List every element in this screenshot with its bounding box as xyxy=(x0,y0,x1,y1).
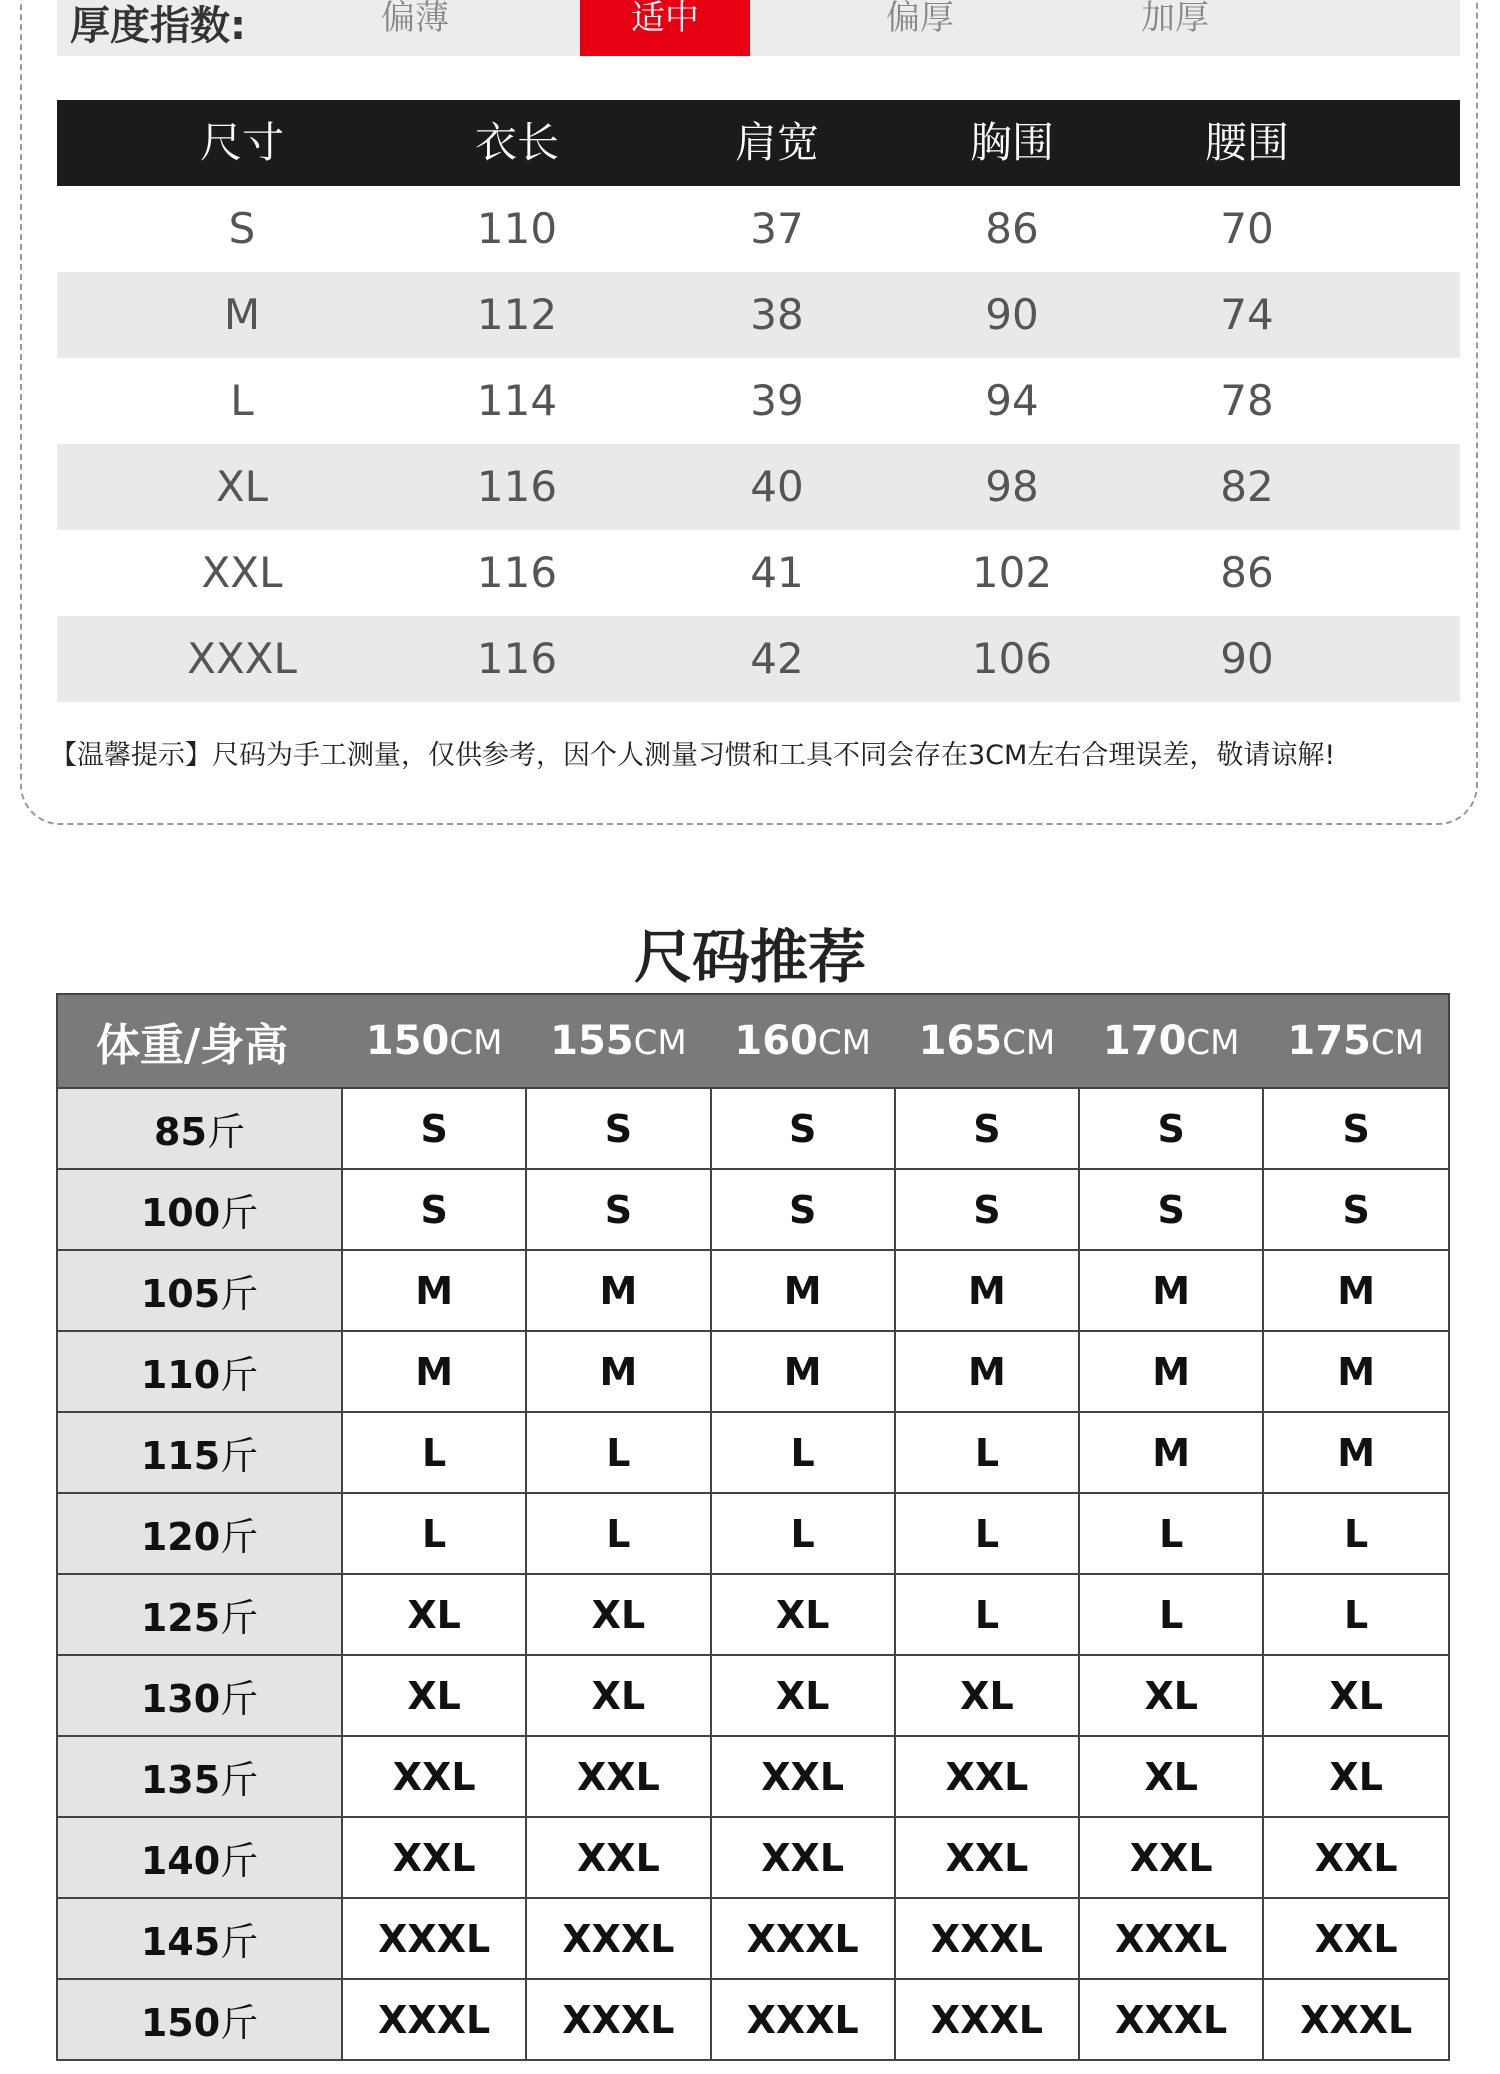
recommended-size-cell: XXXL xyxy=(895,1898,1079,1979)
recommended-size-cell: M xyxy=(711,1250,895,1331)
recommended-size-cell: XXL xyxy=(711,1736,895,1817)
recommended-size-cell: XL xyxy=(1263,1736,1449,1817)
recommended-size-cell: M xyxy=(895,1250,1079,1331)
size-table-cell: 102 xyxy=(971,548,1053,597)
recommended-size-cell: M xyxy=(1263,1250,1449,1331)
recommended-size-cell: M xyxy=(342,1250,526,1331)
size-table-cell: 106 xyxy=(971,634,1053,683)
recommended-size-cell: L xyxy=(895,1493,1079,1574)
recommended-size-cell: XXXL xyxy=(895,1979,1079,2060)
size-table-cell: L xyxy=(230,376,254,425)
recommended-size-cell: XXXL xyxy=(342,1979,526,2060)
size-table-cell: 37 xyxy=(750,204,804,253)
weight-cell: 105斤 xyxy=(57,1250,342,1331)
size-table-header xyxy=(57,100,1460,186)
size-table-cell: 40 xyxy=(750,462,804,511)
height-header: 150CM xyxy=(342,994,526,1088)
recommend-row xyxy=(57,1331,1449,1412)
size-table-row xyxy=(57,444,1460,530)
size-table-cell: XXL xyxy=(201,548,283,597)
thickness-option: 适中 xyxy=(580,0,750,56)
size-table-cell: 90 xyxy=(985,290,1039,339)
recommended-size-cell: S xyxy=(526,1088,710,1169)
recommended-size-cell: S xyxy=(1079,1169,1263,1250)
recommended-size-cell: M xyxy=(342,1331,526,1412)
recommended-size-cell: L xyxy=(1263,1574,1449,1655)
thickness-option: 偏厚 xyxy=(886,0,954,38)
recommended-size-cell: XXL xyxy=(342,1736,526,1817)
weight-cell: 140斤 xyxy=(57,1817,342,1898)
recommended-size-cell: XL xyxy=(711,1655,895,1736)
recommended-size-cell: XL xyxy=(1263,1655,1449,1736)
recommend-row xyxy=(57,1817,1449,1898)
recommended-size-cell: L xyxy=(895,1574,1079,1655)
recommended-size-cell: L xyxy=(711,1493,895,1574)
recommended-size-cell: M xyxy=(1079,1412,1263,1493)
size-table-cell: 114 xyxy=(476,376,558,425)
recommended-size-cell: XXL xyxy=(342,1817,526,1898)
weight-cell: 130斤 xyxy=(57,1655,342,1736)
weight-cell: 145斤 xyxy=(57,1898,342,1979)
recommended-size-cell: L xyxy=(711,1412,895,1493)
size-table-row xyxy=(57,272,1460,358)
recommended-size-cell: L xyxy=(342,1493,526,1574)
weight-cell: 85斤 xyxy=(57,1088,342,1169)
recommended-size-cell: M xyxy=(1079,1250,1263,1331)
recommended-size-cell: XL xyxy=(526,1574,710,1655)
size-table-cell: 86 xyxy=(985,204,1039,253)
recommended-size-cell: S xyxy=(342,1088,526,1169)
recommend-row xyxy=(57,1088,1449,1169)
recommended-size-cell: S xyxy=(1263,1088,1449,1169)
size-table-cell: 38 xyxy=(750,290,804,339)
size-table-header-cell: 尺寸 xyxy=(199,118,285,167)
measurement-note: 【温馨提示】尺码为手工测量，仅供参考，因个人测量习惯和工具不同会存在3CM左右合理误差，敬请谅解! xyxy=(50,740,1336,771)
size-table-cell: 90 xyxy=(1220,634,1274,683)
thickness-option: 偏薄 xyxy=(381,0,449,38)
size-table-row xyxy=(57,186,1460,272)
recommended-size-cell: XL xyxy=(342,1574,526,1655)
recommended-size-cell: XXXL xyxy=(1263,1979,1449,2060)
recommended-size-cell: S xyxy=(711,1169,895,1250)
size-table-cell: 94 xyxy=(985,376,1039,425)
recommended-size-cell: M xyxy=(895,1331,1079,1412)
size-table-cell: 110 xyxy=(476,204,558,253)
height-header: 160CM xyxy=(711,994,895,1088)
recommended-size-cell: S xyxy=(711,1088,895,1169)
size-table-header-cell: 肩宽 xyxy=(734,118,820,167)
recommended-size-cell: S xyxy=(1079,1088,1263,1169)
weight-cell: 135斤 xyxy=(57,1736,342,1817)
size-table-header-cell: 衣长 xyxy=(474,118,560,167)
size-table-cell: 116 xyxy=(476,462,558,511)
height-header: 175CM xyxy=(1263,994,1449,1088)
recommended-size-cell: XXL xyxy=(711,1817,895,1898)
thickness-label: 厚度指数: xyxy=(70,3,246,49)
recommended-size-cell: XL xyxy=(1079,1736,1263,1817)
size-table-header-cell: 胸围 xyxy=(969,118,1055,167)
recommend-row xyxy=(57,1655,1449,1736)
recommended-size-cell: M xyxy=(711,1331,895,1412)
recommended-size-cell: XXL xyxy=(1263,1898,1449,1979)
recommended-size-cell: XXXL xyxy=(711,1979,895,2060)
recommended-size-cell: XL xyxy=(711,1574,895,1655)
recommended-size-cell: M xyxy=(1263,1412,1449,1493)
weight-cell: 125斤 xyxy=(57,1574,342,1655)
size-table-cell: 41 xyxy=(750,548,804,597)
size-table-cell: 116 xyxy=(476,634,558,683)
size-table-row xyxy=(57,358,1460,444)
size-table-cell: 70 xyxy=(1220,204,1274,253)
recommend-row xyxy=(57,1898,1449,1979)
weight-cell: 110斤 xyxy=(57,1331,342,1412)
recommended-size-cell: XXL xyxy=(526,1817,710,1898)
recommended-size-cell: XXXL xyxy=(1079,1979,1263,2060)
recommended-size-cell: S xyxy=(1263,1169,1449,1250)
size-table-cell: 74 xyxy=(1220,290,1274,339)
recommended-size-cell: XXL xyxy=(895,1817,1079,1898)
recommended-size-cell: XXXL xyxy=(711,1898,895,1979)
size-table-cell: 78 xyxy=(1220,376,1274,425)
thickness-option: 加厚 xyxy=(1141,0,1209,38)
height-header: 155CM xyxy=(526,994,710,1088)
weight-cell: 150斤 xyxy=(57,1979,342,2060)
size-table-header-cell: 腰围 xyxy=(1204,118,1290,167)
recommended-size-cell: S xyxy=(342,1169,526,1250)
recommend-row xyxy=(57,1250,1449,1331)
size-table-cell: XL xyxy=(215,462,269,511)
weight-cell: 115斤 xyxy=(57,1412,342,1493)
recommend-title: 尺码推荐 xyxy=(633,923,866,991)
recommended-size-cell: L xyxy=(1079,1493,1263,1574)
size-table-cell: 82 xyxy=(1220,462,1274,511)
recommended-size-cell: L xyxy=(342,1412,526,1493)
recommended-size-cell: L xyxy=(1079,1574,1263,1655)
recommended-size-cell: XL xyxy=(895,1655,1079,1736)
recommend-row xyxy=(57,1574,1449,1655)
recommended-size-cell: S xyxy=(526,1169,710,1250)
recommended-size-cell: XXL xyxy=(526,1736,710,1817)
recommended-size-cell: XXXL xyxy=(342,1898,526,1979)
height-header: 165CM xyxy=(895,994,1079,1088)
weight-cell: 100斤 xyxy=(57,1169,342,1250)
weight-cell: 120斤 xyxy=(57,1493,342,1574)
recommended-size-cell: XL xyxy=(526,1655,710,1736)
size-table-cell: S xyxy=(228,204,256,253)
recommend-table xyxy=(56,993,1450,2061)
recommended-size-cell: M xyxy=(1079,1331,1263,1412)
recommended-size-cell: M xyxy=(1263,1331,1449,1412)
recommended-size-cell: L xyxy=(526,1412,710,1493)
size-table-cell: 112 xyxy=(476,290,558,339)
recommended-size-cell: L xyxy=(526,1493,710,1574)
recommended-size-cell: XXXL xyxy=(526,1979,710,2060)
size-table-cell: 39 xyxy=(750,376,804,425)
recommended-size-cell: M xyxy=(526,1250,710,1331)
recommended-size-cell: XL xyxy=(1079,1655,1263,1736)
recommend-row xyxy=(57,1493,1449,1574)
recommended-size-cell: L xyxy=(1263,1493,1449,1574)
recommended-size-cell: XXL xyxy=(895,1736,1079,1817)
size-table-cell: 42 xyxy=(750,634,804,683)
size-table-row xyxy=(57,616,1460,702)
recommended-size-cell: XXL xyxy=(1079,1817,1263,1898)
recommended-size-cell: XXXL xyxy=(526,1898,710,1979)
size-table-row xyxy=(57,530,1460,616)
recommend-row xyxy=(57,1412,1449,1493)
recommended-size-cell: S xyxy=(895,1088,1079,1169)
size-table-cell: 116 xyxy=(476,548,558,597)
height-header: 170CM xyxy=(1079,994,1263,1088)
recommend-row xyxy=(57,1169,1449,1250)
recommend-corner-header: 体重/身高 xyxy=(57,994,342,1088)
size-table-cell: 98 xyxy=(985,462,1039,511)
size-table-cell: 86 xyxy=(1220,548,1274,597)
recommended-size-cell: L xyxy=(895,1412,1079,1493)
recommended-size-cell: XXXL xyxy=(1079,1898,1263,1979)
recommended-size-cell: M xyxy=(526,1331,710,1412)
recommended-size-cell: XXL xyxy=(1263,1817,1449,1898)
recommend-row xyxy=(57,1736,1449,1817)
recommended-size-cell: S xyxy=(895,1169,1079,1250)
recommended-size-cell: XL xyxy=(342,1655,526,1736)
size-table xyxy=(57,100,1460,702)
size-table-cell: XXXL xyxy=(187,634,297,683)
recommend-row xyxy=(57,1979,1449,2060)
size-table-cell: M xyxy=(223,290,261,339)
